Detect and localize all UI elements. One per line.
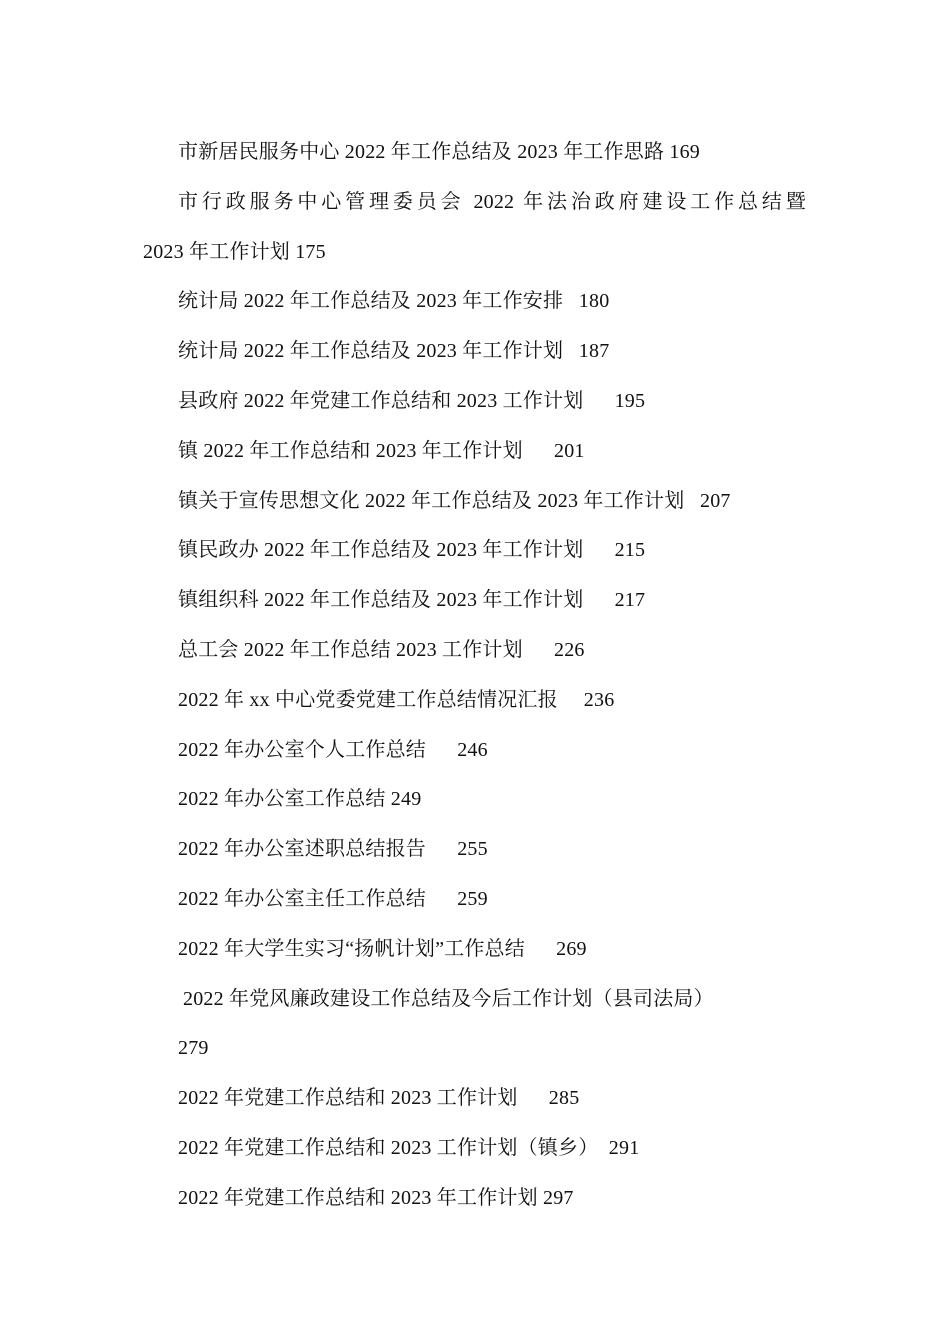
toc-entry[interactable]: 镇民政办 2022 年工作总结及 2023 年工作计划 215 (178, 539, 646, 562)
toc-entry[interactable]: 2022 年大学生实习“扬帆计划”工作总结 269 (178, 937, 587, 960)
toc-entry[interactable]: 统计局 2022 年工作总结及 2023 年工作安排 180 (178, 290, 610, 313)
toc-entry[interactable]: 镇组织科 2022 年工作总结及 2023 年工作计划 217 (178, 589, 646, 612)
toc-entry[interactable]: 县政府 2022 年党建工作总结和 2023 工作计划 195 (178, 389, 646, 412)
toc-entry[interactable]: 统计局 2022 年工作总结及 2023 年工作计划 187 (178, 340, 610, 363)
table-of-contents (143, 128, 823, 1224)
toc-entry[interactable]: 镇关于宣传思想文化 2022 年工作总结及 2023 年工作计划 207 (178, 489, 731, 512)
toc-entry[interactable]: 2022 年办公室主任工作总结 259 (178, 887, 488, 910)
toc-entry[interactable]: 2022 年党建工作总结和 2023 工作计划 285 (178, 1087, 580, 1110)
toc-entry[interactable]: 2022 年办公室个人工作总结 246 (178, 738, 488, 761)
toc-entry[interactable]: 市行政服务中心管理委员会 2022 年法治政府建设工作总结暨 (178, 190, 806, 213)
toc-entry-continuation[interactable]: 2023 年工作计划 175 (143, 240, 326, 263)
toc-entry[interactable]: 2022 年办公室工作总结 249 (178, 788, 422, 811)
toc-entry[interactable]: 2022 年党建工作总结和 2023 年工作计划 297 (178, 1186, 574, 1209)
toc-entry[interactable]: 总工会 2022 年工作总结 2023 工作计划 226 (178, 638, 585, 661)
toc-entry[interactable]: 镇 2022 年工作总结和 2023 年工作计划 201 (178, 439, 585, 462)
toc-entry[interactable]: 2022 年党风廉政建设工作总结及今后工作计划（县司法局） (183, 987, 714, 1010)
toc-entry[interactable]: 2022 年办公室述职总结报告 255 (178, 838, 488, 861)
toc-entry[interactable]: 2022 年 xx 中心党委党建工作总结情况汇报 236 (178, 688, 615, 711)
toc-entry[interactable]: 2022 年党建工作总结和 2023 工作计划（镇乡） 291 (178, 1136, 640, 1159)
toc-entry-continuation[interactable]: 279 (178, 1037, 209, 1060)
toc-entry[interactable]: 市新居民服务中心 2022 年工作总结及 2023 年工作思路 169 (178, 141, 700, 163)
